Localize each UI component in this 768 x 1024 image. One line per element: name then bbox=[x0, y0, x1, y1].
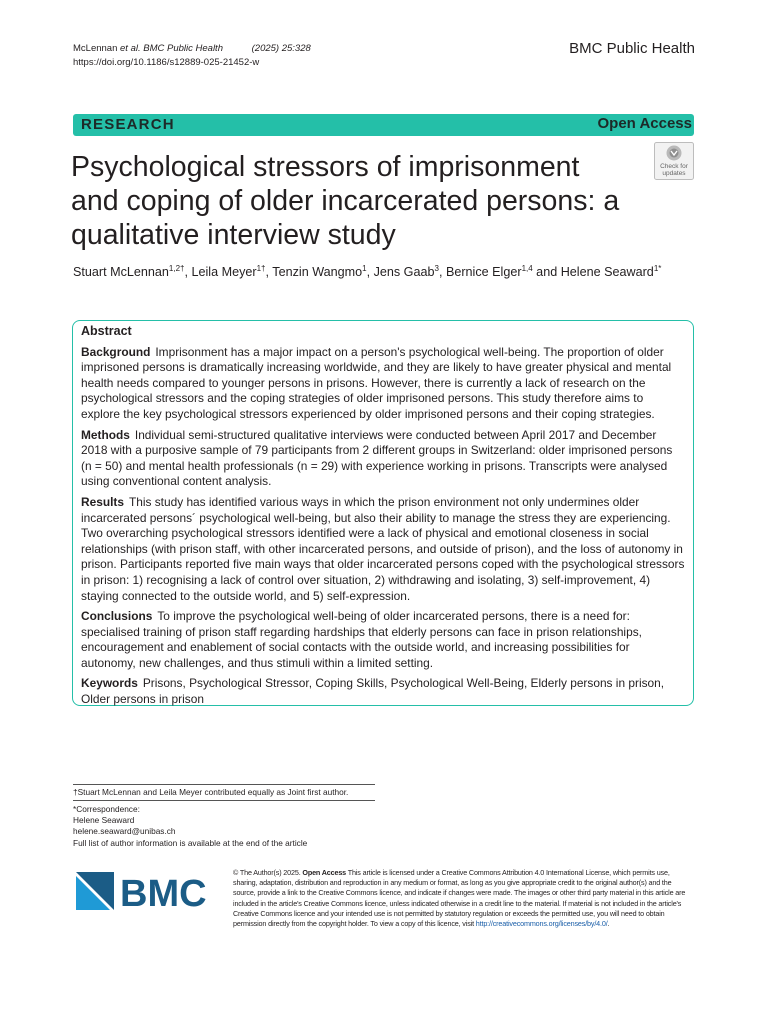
correspondence-block bbox=[73, 804, 307, 849]
joint-author-footnote: †Stuart McLennan and Leila Meyer contributed equally as Joint first author. bbox=[73, 787, 349, 797]
section-label: Background bbox=[81, 344, 151, 359]
citation-journal: et al. BMC Public Health bbox=[120, 43, 223, 54]
citation-year: (2025) 25:328 bbox=[251, 43, 311, 54]
section-text: Prisons, Psychological Stressor, Coping Skills, Psychological Well-Being, Elderly persons in prison, Older persons in prison bbox=[81, 676, 665, 707]
author-list bbox=[73, 264, 661, 279]
journal-name: BMC Public Health bbox=[569, 40, 695, 57]
author-affiliation-sup: 1† bbox=[256, 264, 266, 273]
license-link[interactable]: http://creativecommons.org/licenses/by/4.0/ bbox=[475, 919, 608, 929]
abstract-heading: Abstract bbox=[81, 324, 132, 338]
abstract-keywords bbox=[81, 676, 685, 707]
abstract bbox=[81, 324, 685, 713]
footnote-divider bbox=[73, 784, 375, 785]
footnote-divider bbox=[73, 800, 375, 801]
license-end: . bbox=[607, 919, 610, 929]
abstract-results bbox=[81, 495, 685, 604]
author-name[interactable]: Leila Meyer bbox=[191, 265, 257, 280]
author-info-note: Full list of author information is available at the end of the article bbox=[73, 837, 308, 848]
correspondence-name: Helene Seaward bbox=[73, 815, 135, 826]
section-label: Methods bbox=[81, 427, 130, 442]
section-label: Keywords bbox=[81, 676, 138, 691]
open-access-bold: Open Access bbox=[302, 868, 347, 877]
author-name[interactable]: Tenzin Wangmo bbox=[272, 265, 363, 280]
section-text: Imprisonment has a major impact on a person's psychological well-being. The proportion of older imprisoned persons is dramatically increasing worldwide, and they are likely to have greater physical and mental health needs compared to younger persons in prisons. However, there is currently a lack of research on the psychological stressors and the coping strategies of older imprisoned persons. This study therefore aims to explore the key psychological stressors experienced by older imprisoned persons and their coping strategies. bbox=[81, 344, 672, 421]
doi-link[interactable]: https://doi.org/10.1186/s12889-025-21452-w bbox=[73, 57, 260, 68]
license-statement bbox=[233, 868, 695, 929]
author-affiliation-sup: 1* bbox=[653, 264, 662, 273]
copyright: © The Author(s) 2025. bbox=[233, 868, 301, 877]
article-title: Psychological stressors of imprisonment and coping of older incarcerated persons: a qualitative interview study bbox=[71, 151, 620, 251]
open-access-label: Open Access bbox=[597, 115, 692, 132]
author-separator: , bbox=[184, 265, 192, 280]
section-text: Individual semi-structured qualitative interviews were conducted between April 2017 and December 2018 with a purposive sample of 79 participants from 2 different groups in Switzerland: older imprisoned persons (n = 50) and mental health professionals (n = 29) with experience working in prisons. Transcripts were analysed using conventional content analysis. bbox=[81, 427, 673, 489]
author-separator: , bbox=[265, 265, 273, 280]
section-text: To improve the psychological well-being of older incarcerated persons, there is a need for: specialised training of prison staff regarding hardships that elderly persons can face in prison relationships, encouragement and enablement of social contacts with the outside world, and increasing possibilities for autonomy, new challenges, and thus stimuli within a limited setting. bbox=[81, 609, 642, 670]
correspondence-label: *Correspondence: bbox=[73, 804, 140, 814]
author-affiliation-sup: 1 bbox=[362, 264, 367, 273]
license-body: This article is licensed under a Creative Commons Attribution 4.0 International License, which permits use, sharing, adaptation, distribution and reproduction in any medium or format, as long as you give appropriate credit to the original author(s) and the source, provide a link to the Creative Commons licence, and indicate if changes were made. The images or other third party material in this article are included in the article's Creative Commons licence, unless indicated otherwise in a credit line to the material. If material is not included in the article's Creative Commons licence and your intended use is not permitted by statutory regulation or exceeds the permitted use, you will need to obtain permission directly from the copyright holder. To view a copy of this licence, visit bbox=[233, 868, 686, 929]
citation-authors: McLennan bbox=[73, 43, 118, 54]
bmc-logo-text: BMC bbox=[120, 873, 207, 912]
article-type-label: RESEARCH bbox=[81, 116, 175, 133]
abstract-conclusions bbox=[81, 609, 685, 671]
correspondence-email[interactable]: helene.seaward@unibas.ch bbox=[73, 826, 176, 837]
abstract-background bbox=[81, 345, 685, 423]
check-badge-line1: Check for bbox=[660, 163, 688, 170]
running-header-citation bbox=[73, 42, 311, 70]
author-affiliation-sup: 1,2† bbox=[168, 264, 185, 273]
check-badge-line2: updates bbox=[662, 170, 686, 177]
bmc-logo bbox=[76, 870, 216, 912]
author-separator: and bbox=[532, 265, 561, 280]
author-name[interactable]: Jens Gaab bbox=[373, 265, 435, 280]
author-name[interactable]: Helene Seaward bbox=[560, 265, 654, 280]
author-name[interactable]: Bernice Elger bbox=[445, 265, 522, 280]
section-label: Results bbox=[81, 494, 124, 509]
author-separator: , bbox=[438, 265, 446, 280]
check-for-updates-icon[interactable] bbox=[654, 142, 694, 180]
author-affiliation-sup: 3 bbox=[434, 264, 439, 273]
author-affiliation-sup: 1,4 bbox=[521, 264, 533, 273]
section-label: Conclusions bbox=[81, 609, 153, 624]
author-name[interactable]: Stuart McLennan bbox=[73, 265, 169, 280]
section-text: This study has identified various ways in which the prison environment not only undermines older incarcerated persons´ psychological well-being, but also their ability to manage the stress they are experiencing. Two overarching psychological stressors identified were a lack of physical and emotional closeness in social relationships (with prison staff, with other incarcerated persons, and outside of prison), and the loss of autonomy in prison. Participants reported five main ways that older incarcerated persons coped with the psychological stressors in prison: 1) recognising a lack of control over situation, 2) withdrawing and isolating, 3) self-improvement, 4) staying connected to the outside world, and 5) self-expression. bbox=[81, 494, 685, 603]
abstract-methods bbox=[81, 428, 685, 490]
author-separator: , bbox=[366, 265, 374, 280]
